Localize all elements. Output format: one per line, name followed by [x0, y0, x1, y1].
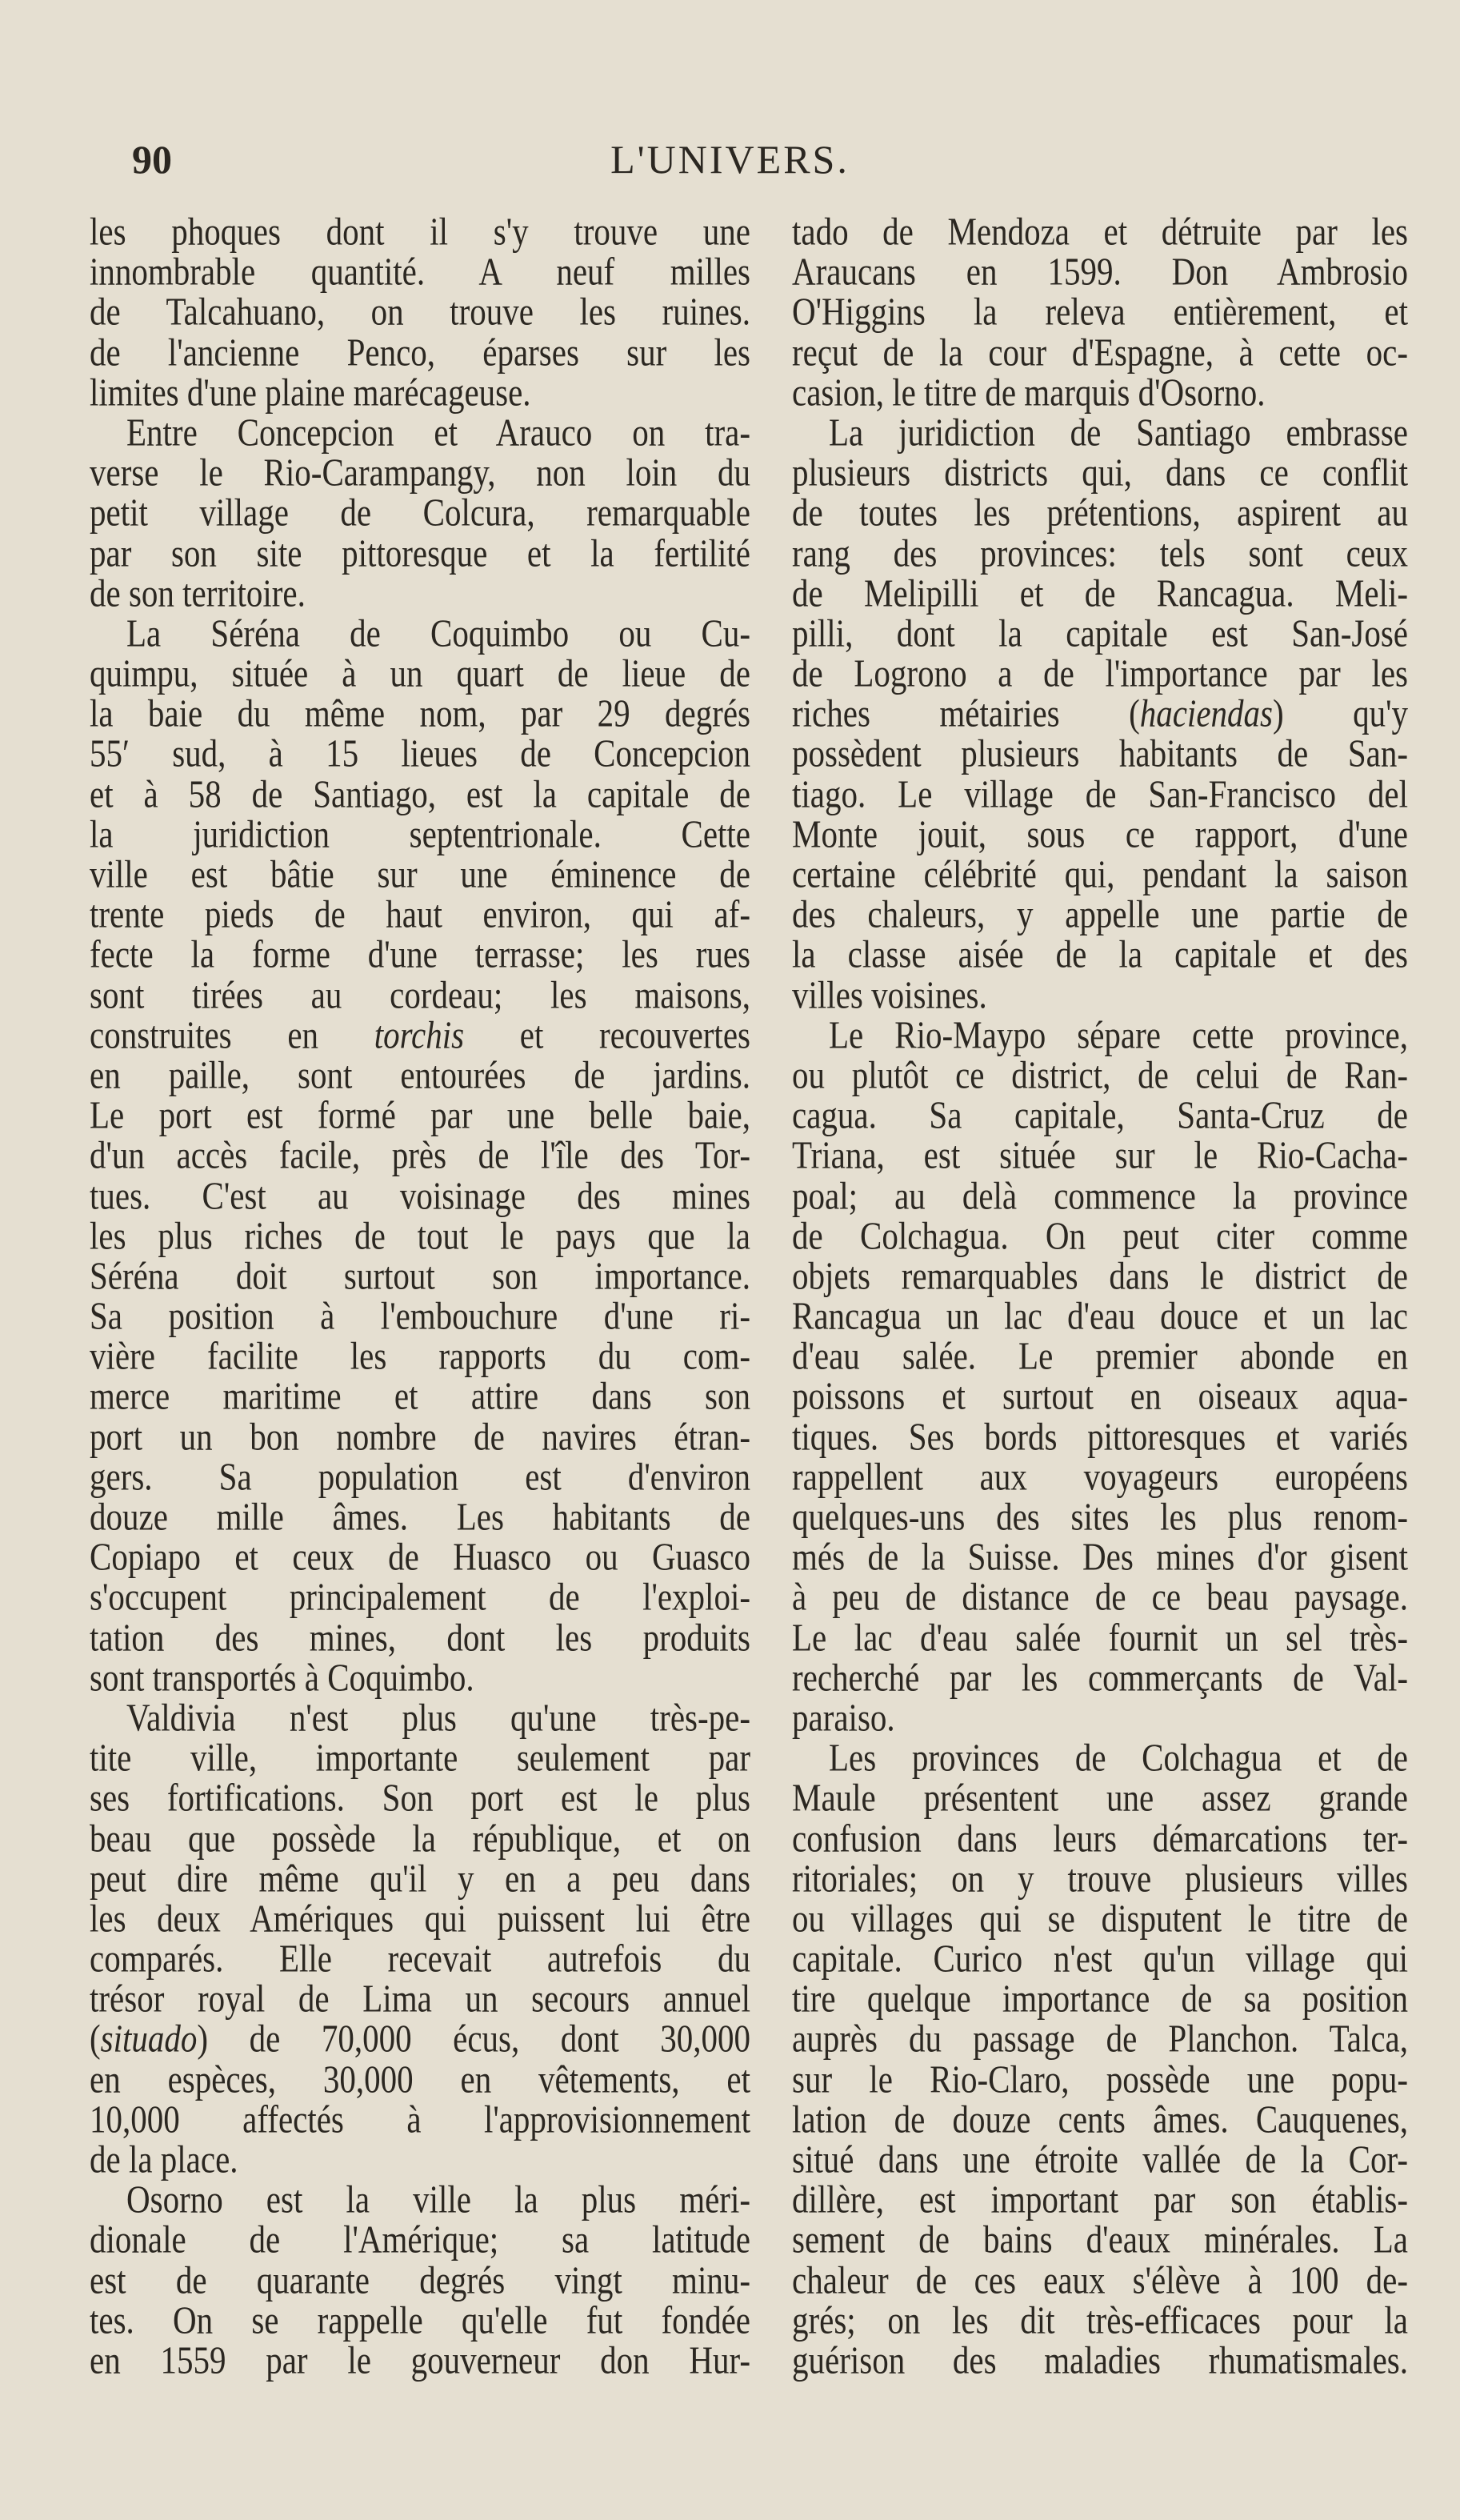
page-number: 90 — [132, 137, 172, 182]
text-span: Valdivia n'est plus qu'une très-pe- — [126, 1695, 750, 1740]
italic-term: situado — [100, 2017, 198, 2061]
text-span: cagua. Sa capitale, Santa-Cruz de — [792, 1093, 1408, 1137]
text-line — [90, 2337, 750, 2384]
text-span: à peu de distance de ce beau paysage. — [792, 1575, 1408, 1619]
text-span: Le port est formé par une belle baie, — [90, 1093, 750, 1137]
text-span: de toutes les prétentions, aspirent au — [792, 491, 1408, 535]
text-span: fecte la forme d'une terrasse; les rues — [90, 932, 750, 976]
text-span: de son territoire. — [90, 571, 306, 615]
text-span: poissons et surtout en oiseaux aqua- — [792, 1374, 1408, 1418]
text-span: ville est bâtie sur une éminence de — [90, 851, 750, 896]
text-span: tues. C'est au voisinage des mines — [90, 1173, 750, 1217]
text-span: ses fortifications. Son port est le plus — [90, 1776, 750, 1820]
text-span: La Séréna de Coquimbo ou Cu- — [126, 611, 750, 655]
text-span: Monte jouit, sous ce rapport, d'une — [792, 811, 1408, 856]
text-span: rappellent aux voyageurs européens — [792, 1454, 1408, 1499]
text-span: verse le Rio-Carampangy, non loin du — [90, 451, 750, 495]
text-span: Le Rio-Maypo sépare cette province, — [829, 1012, 1408, 1056]
text-span: les plus riches de tout le pays que la — [90, 1213, 750, 1257]
text-span: les phoques dont il s'y trouve une — [90, 209, 750, 254]
text-span: dillère, est important par son établis- — [792, 2177, 1408, 2222]
text-span: port un bon nombre de navires étran- — [90, 1414, 750, 1458]
text-span: de Logrono a de l'importance par les — [792, 651, 1408, 695]
text-span: la juridiction septentrionale. Cette — [90, 811, 750, 856]
text-span: Copiapo et ceux de Huasco ou Guasco — [90, 1535, 750, 1579]
text-span: recherché par les commerçants de Val- — [792, 1655, 1408, 1699]
text-span: plusieurs districts qui, dans ce conflit — [792, 451, 1408, 495]
text-span: ( — [90, 2017, 101, 2061]
text-span: la baie du même nom, par 29 degrés — [90, 691, 750, 735]
text-span: possèdent plusieurs habitants de San- — [792, 731, 1408, 775]
text-span: les deux Amériques qui puissent lui être — [90, 1896, 750, 1941]
text-span: de l'ancienne Penco, éparses sur les — [90, 330, 750, 374]
text-span: vière facilite les rapports du com- — [90, 1334, 750, 1378]
text-span: de Melipilli et de Rancagua. Meli- — [792, 571, 1408, 615]
text-span: pilli, dont la capitale est San-José — [792, 611, 1408, 655]
text-span: ) qu'y — [1272, 691, 1408, 735]
text-span: en 1559 par le gouverneur don Hur- — [90, 2338, 750, 2382]
text-span: tiago. Le village de San-Francisco del — [792, 771, 1408, 815]
text-span: dionale de l'Amérique; sa latitude — [90, 2218, 750, 2262]
text-span: auprès du passage de Planchon. Talca, — [792, 2017, 1408, 2061]
text-span: més de la Suisse. Des mines d'or gisent — [792, 1535, 1408, 1579]
text-span: Entre Concepcion et Arauco on tra- — [126, 410, 750, 455]
text-span: tes. On se rappelle qu'elle fut fondée — [90, 2298, 750, 2342]
text-span: sont transportés à Coquimbo. — [90, 1655, 474, 1699]
text-span: objets remarquables dans le district de — [792, 1253, 1408, 1298]
text-span: La juridiction de Santiago embrasse — [829, 410, 1408, 455]
text-span: paraiso. — [792, 1695, 895, 1740]
text-span: Triana, est située sur le Rio-Cacha- — [792, 1133, 1408, 1177]
text-span: la classe aisée de la capitale et des — [792, 932, 1408, 976]
text-span: quelques-uns des sites les plus renom- — [792, 1494, 1408, 1539]
text-span: d'eau salée. Le premier abonde en — [792, 1334, 1408, 1378]
text-span: s'occupent principalement de l'exploi- — [90, 1575, 750, 1619]
text-span: merce maritime et attire dans son — [90, 1374, 750, 1418]
text-span: douze mille âmes. Les habitants de — [90, 1494, 750, 1539]
text-span: par son site pittoresque et la fertilité — [90, 531, 750, 575]
text-span: innombrable quantité. A neuf milles — [90, 250, 750, 294]
text-span: chaleur de ces eaux s'élève à 100 de- — [792, 2258, 1408, 2302]
text-span: lation de douze cents âmes. Cauquenes, — [792, 2097, 1408, 2141]
text-span: villes voisines. — [792, 972, 987, 1016]
text-span: de la place. — [90, 2137, 238, 2181]
running-title: L'UNIVERS. — [610, 137, 850, 182]
text-span: en espèces, 30,000 en vêtements, et — [90, 2057, 750, 2101]
text-span: Les provinces de Colchagua et de — [829, 1736, 1408, 1780]
text-column-left — [90, 209, 750, 2382]
text-span: de Talcahuano, on trouve les ruines. — [90, 290, 750, 334]
text-span: tiques. Ses bords pittoresques et variés — [792, 1414, 1408, 1458]
text-span: quimpu, située à un quart de lieue de — [90, 651, 750, 695]
text-span: 55′ sud, à 15 lieues de Concepcion — [90, 731, 750, 775]
italic-term: haciendas — [1139, 691, 1273, 735]
text-span: riches métairies ( — [792, 691, 1140, 735]
text-span: Séréna doit surtout son importance. — [90, 1253, 750, 1298]
text-span: construites en — [90, 1012, 374, 1056]
text-span: peut dire même qu'il y en a peu dans — [90, 1856, 750, 1900]
text-span: et recouvertes — [464, 1012, 750, 1056]
text-span: comparés. Elle recevait autrefois du — [90, 1937, 750, 1981]
text-span: en paille, sont entourées de jardins. — [90, 1052, 750, 1097]
text-line — [792, 2337, 1408, 2384]
text-span: ou villages qui se disputent le titre de — [792, 1896, 1408, 1941]
text-span: trésor royal de Lima un secours annuel — [90, 1977, 750, 2021]
text-span: tado de Mendoza et détruite par les — [792, 209, 1408, 254]
text-span: certaine célébrité qui, pendant la saison — [792, 851, 1408, 896]
text-span: grés; on les dit très-efficaces pour la — [792, 2298, 1408, 2342]
text-span: petit village de Colcura, remarquable — [90, 491, 750, 535]
text-span: gers. Sa population est d'environ — [90, 1454, 750, 1499]
text-span: poal; au delà commence la province — [792, 1173, 1408, 1217]
text-span: Maule présentent une assez grande — [792, 1776, 1408, 1820]
text-span: capitale. Curico n'est qu'un village qui — [792, 1937, 1408, 1981]
text-span: limites d'une plaine marécageuse. — [90, 370, 531, 414]
text-span: est de quarante degrés vingt minu- — [90, 2258, 750, 2302]
text-span: sement de bains d'eaux minérales. La — [792, 2218, 1408, 2262]
text-span: ritoriales; on y trouve plusieurs villes — [792, 1856, 1408, 1900]
text-span: ou plutôt ce district, de celui de Ran- — [792, 1052, 1408, 1097]
text-span: tite ville, importante seulement par — [90, 1736, 750, 1780]
italic-term: torchis — [374, 1012, 465, 1056]
text-span: Araucans en 1599. Don Ambrosio — [792, 250, 1408, 294]
text-span: Rancagua un lac d'eau douce et un lac — [792, 1294, 1408, 1338]
text-span: des chaleurs, y appelle une partie de — [792, 892, 1408, 936]
text-span: ) de 70,000 écus, dont 30,000 — [197, 2017, 750, 2061]
text-column-right — [792, 209, 1408, 2382]
text-span: casion, le titre de marquis d'Osorno. — [792, 370, 1266, 414]
text-span: beau que possède la république, et on — [90, 1816, 750, 1860]
text-span: Osorno est la ville la plus méri- — [126, 2177, 750, 2222]
text-span: O'Higgins la releva entièrement, et — [792, 290, 1408, 334]
text-span: sont tirées au cordeau; les maisons, — [90, 972, 750, 1016]
text-span: guérison des maladies rhumatismales. — [792, 2338, 1408, 2382]
text-span: trente pieds de haut environ, qui af- — [90, 892, 750, 936]
text-span: 10,000 affectés à l'approvisionnement — [90, 2097, 750, 2141]
text-span: et à 58 de Santiago, est la capitale de — [90, 771, 750, 815]
text-span: tation des mines, dont les produits — [90, 1615, 750, 1659]
text-span: situé dans une étroite vallée de la Cor- — [792, 2137, 1408, 2181]
text-span: sur le Rio-Claro, possède une popu- — [792, 2057, 1408, 2101]
text-span: Sa position à l'embouchure d'une ri- — [90, 1294, 750, 1338]
text-span: rang des provinces: tels sont ceux — [792, 531, 1408, 575]
text-span: reçut de la cour d'Espagne, à cette oc- — [792, 330, 1408, 374]
text-span: tire quelque importance de sa position — [792, 1977, 1408, 2021]
text-span: d'un accès facile, près de l'île des Tor- — [90, 1133, 750, 1177]
text-span: Le lac d'eau salée fournit un sel très- — [792, 1615, 1408, 1659]
text-span: de Colchagua. On peut citer comme — [792, 1213, 1408, 1257]
text-span: confusion dans leurs démarcations ter- — [792, 1816, 1408, 1860]
